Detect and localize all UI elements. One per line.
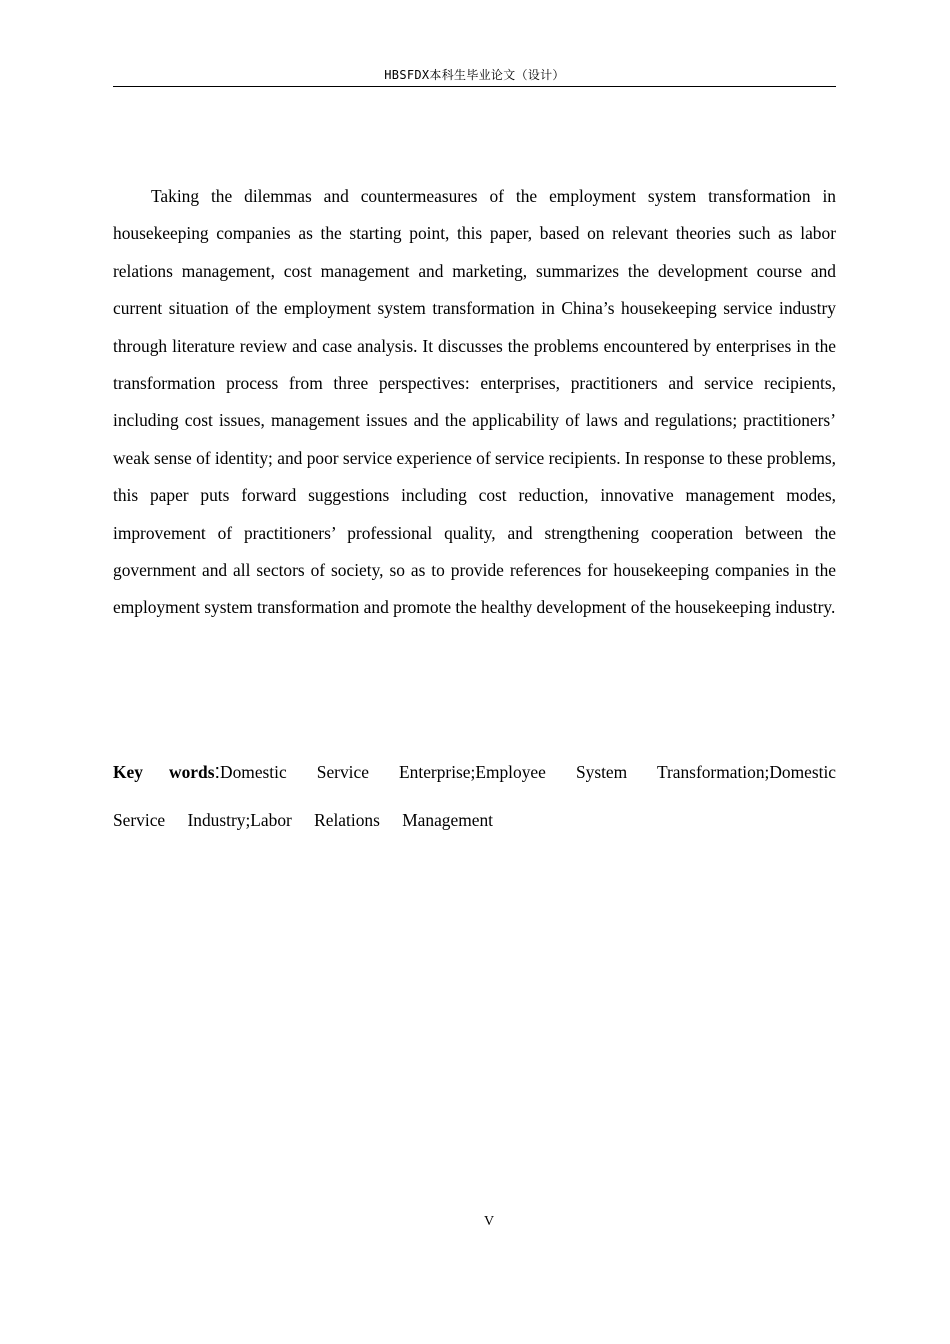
page-number: V xyxy=(483,1214,495,1229)
keywords-text: Domestic Service Enterprise;Employee System Transformation;Domestic Service Industry;Labor Relations Management xyxy=(113,762,836,830)
keywords-label: Key words xyxy=(113,762,215,782)
header-title: HBSFDX本科生毕业论文（设计） xyxy=(384,68,565,82)
abstract-paragraph: Taking the dilemmas and countermeasures of the employment system transformation in housekeeping companies as the starting point, this paper, based on relevant theories such as labor relations management, cost management and marketing, summarizes the development course and current situation of the employment system transformation in China’s housekeeping service industry through literature review and case analysis. It discusses the problems encountered by enterprises in the transformation process from three perspectives: enterprises, practitioners and service recipients, including cost issues, management issues and the applicability of laws and regulations; practitioners’ weak sense of identity; and poor service experience of service recipients. In response to these problems, this paper puts forward suggestions including cost reduction, innovative management modes, improvement of practitioners’ professional quality, and strengthening cooperation between the government and all sectors of society, so as to provide references for housekeeping companies in the employment system transformation and promote the healthy development of the housekeeping industry. xyxy=(113,186,836,618)
page-header xyxy=(113,66,836,87)
keywords-section xyxy=(113,748,836,844)
keywords-colon: : xyxy=(214,761,221,783)
